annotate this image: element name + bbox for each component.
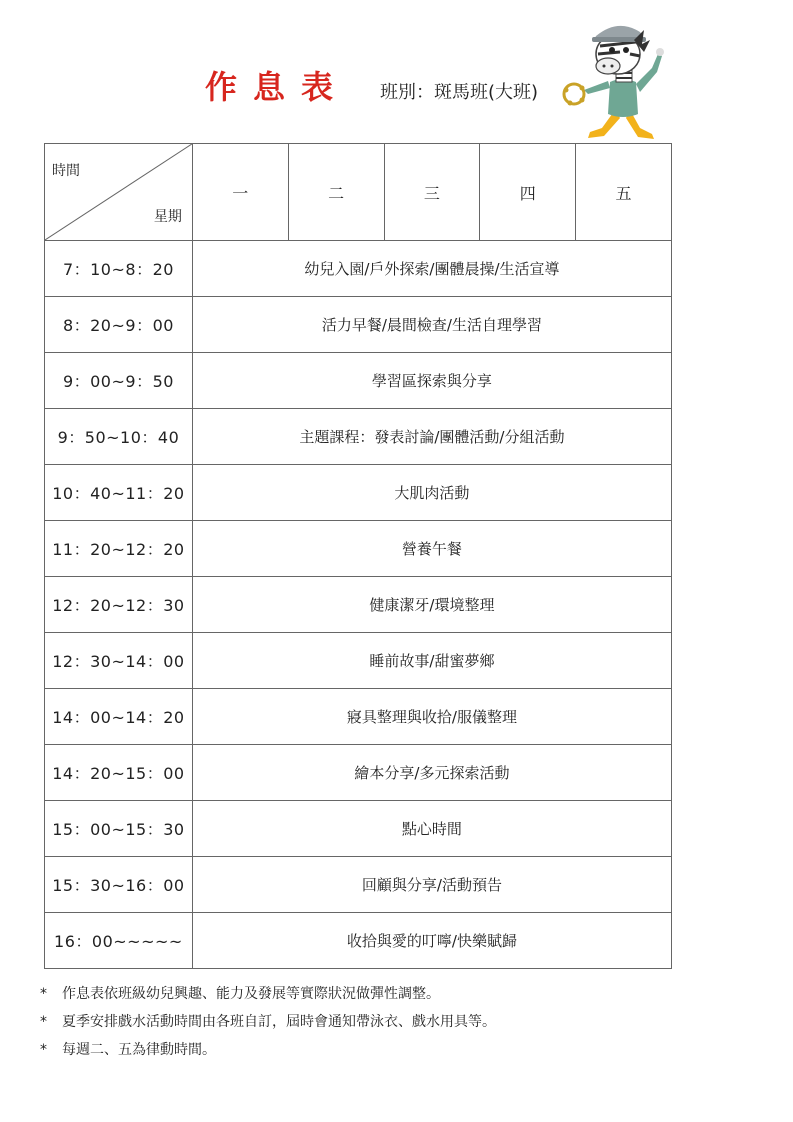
class-label: 班別：斑馬班(大班)	[380, 82, 539, 103]
table-header-row	[45, 144, 672, 241]
day-header-thu: 四	[480, 144, 576, 241]
table-row	[45, 465, 672, 521]
time-cell: 15：00~15：30	[45, 801, 193, 857]
activity-cell: 健康潔牙/環境整理	[192, 577, 671, 633]
day-header-tue: 二	[288, 144, 384, 241]
note-item	[40, 1036, 496, 1064]
page-title: 作息表	[205, 68, 350, 106]
time-cell: 15：30~16：00	[45, 857, 193, 913]
zebra-mascot-icon	[560, 10, 680, 145]
corner-time-label: 時間	[52, 163, 80, 179]
activity-cell: 回顧與分享/活動預告	[192, 857, 671, 913]
time-cell: 11：20~12：20	[45, 521, 193, 577]
note-item	[40, 1008, 496, 1036]
time-cell: 8：20~9：00	[45, 297, 193, 353]
time-cell: 14：20~15：00	[45, 745, 193, 801]
corner-week-label: 星期	[153, 209, 182, 225]
day-header-mon: 一	[192, 144, 288, 241]
table-row	[45, 409, 672, 465]
note-text: 每週二、五為律動時間。	[62, 1042, 216, 1058]
activity-cell: 大肌肉活動	[192, 465, 671, 521]
table-row	[45, 521, 672, 577]
table-row	[45, 913, 672, 969]
time-cell: 9：00~9：50	[45, 353, 193, 409]
note-marker: *	[40, 1042, 47, 1058]
activity-cell: 學習區探索與分享	[192, 353, 671, 409]
table-row	[45, 297, 672, 353]
time-cell: 14：00~14：20	[45, 689, 193, 745]
table-row	[45, 577, 672, 633]
activity-cell: 幼兒入園/戶外探索/團體晨操/生活宣導	[192, 241, 671, 297]
table-row	[45, 353, 672, 409]
table-row	[45, 857, 672, 913]
time-cell: 12：20~12：30	[45, 577, 193, 633]
table-row	[45, 241, 672, 297]
corner-cell	[45, 144, 193, 241]
note-marker: *	[40, 986, 47, 1002]
note-text: 作息表依班級幼兒興趣、能力及發展等實際狀況做彈性調整。	[62, 986, 440, 1002]
schedule-table	[44, 143, 672, 969]
note-item	[40, 980, 496, 1008]
activity-cell: 寢具整理與收拾/服儀整理	[192, 689, 671, 745]
activity-cell: 點心時間	[192, 801, 671, 857]
note-text: 夏季安排戲水活動時間由各班自訂，屆時會通知帶泳衣、戲水用具等。	[62, 1014, 496, 1030]
table-row	[45, 745, 672, 801]
notes-section	[40, 980, 496, 1064]
time-cell: 12：30~14：00	[45, 633, 193, 689]
time-cell: 10：40~11：20	[45, 465, 193, 521]
note-marker: *	[40, 1014, 47, 1030]
table-row	[45, 633, 672, 689]
activity-cell: 收拾與愛的叮嚀/快樂賦歸	[192, 913, 671, 969]
day-header-wed: 三	[384, 144, 480, 241]
table-row	[45, 801, 672, 857]
day-header-fri: 五	[576, 144, 672, 241]
activity-cell: 主題課程：發表討論/團體活動/分組活動	[192, 409, 671, 465]
time-cell: 7：10~8：20	[45, 241, 193, 297]
table-row	[45, 689, 672, 745]
activity-cell: 營養午餐	[192, 521, 671, 577]
time-cell: 16：00~~~~~	[45, 913, 193, 969]
activity-cell: 活力早餐/晨間檢查/生活自理學習	[192, 297, 671, 353]
activity-cell: 睡前故事/甜蜜夢鄉	[192, 633, 671, 689]
activity-cell: 繪本分享/多元探索活動	[192, 745, 671, 801]
time-cell: 9：50~10：40	[45, 409, 193, 465]
